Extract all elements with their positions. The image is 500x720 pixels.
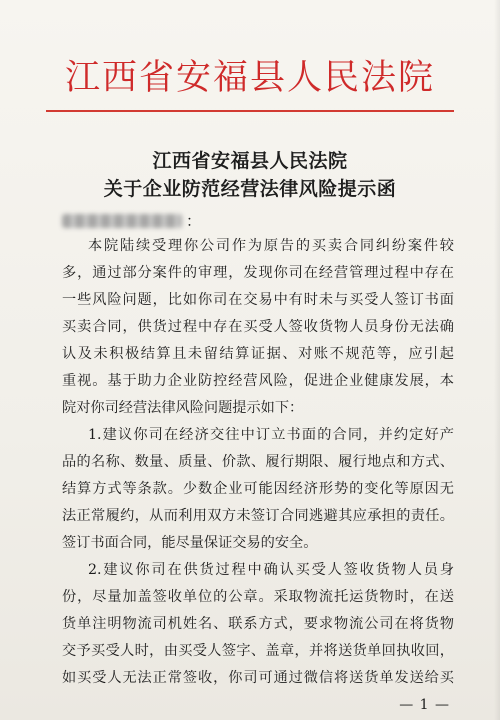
- paragraph-3-line-5: 如买受人无法正常签收，你司可通过微信将送货单发送给买: [62, 670, 454, 686]
- paper-fold-shadow: [494, 0, 500, 720]
- paragraph-1-line-4: 买卖合同，供货过程中存在买受人签收货物人员身份无法确: [62, 319, 454, 335]
- paragraph-1-line-3: 一些风险问题，比如你司在交易中有时未与买受人签订书面: [62, 292, 454, 308]
- paragraph-1-line-6: 重视。基于助力企业防控经营风险，促进企业健康发展，本: [62, 373, 454, 389]
- paragraph-1-line-1: 本院陆续受理你公司作为原告的买卖合同纠纷案件较: [88, 238, 454, 254]
- paragraph-2-line-3: 结算方式等条款。少数企业可能因经济形势的变化等原因无: [62, 481, 454, 497]
- paragraph-2-line-5: 签订书面合同，能尽量保证交易的安全。: [62, 535, 318, 551]
- paragraph-3-line-2: 份，尽量加盖签收单位的公章。采取物流托运货物时，在送: [62, 589, 454, 605]
- paragraph-1-line-5: 认及未积极结算且未留结算证据、对账不规范等，应引起: [62, 346, 454, 362]
- paragraph-2-line-1: 1.建议你司在经济交往中订立书面的合同，并约定好产: [88, 427, 454, 443]
- letterhead-rule: [46, 110, 454, 112]
- paragraph-3-line-4: 交予买受人时，由买受人签字、盖章，并将送货单回执收回，: [62, 643, 454, 659]
- addressee-colon: ：: [186, 212, 202, 230]
- document-title-line-2: 关于企业防范经营法律风险提示函: [103, 178, 397, 200]
- paragraph-2-line-4: 法正常履约，从而利用双方未签订合同逃避其应承担的责任。: [62, 508, 454, 524]
- redacted-addressee: [62, 214, 182, 228]
- paragraph-3-line-3: 货单注明物流司机姓名、联系方式，要求物流公司在将货物: [62, 616, 454, 632]
- page-number: — 1 —: [399, 697, 450, 713]
- paragraph-3-line-1: 2.建议你司在供货过程中确认买受人签收货物人员身: [88, 562, 454, 578]
- paragraph-1-line-2: 多，通过部分案件的审理，发现你司在经营管理过程中存在: [62, 265, 454, 281]
- addressee: [62, 212, 201, 230]
- paragraph-1-line-7: 院对你司经营法律风险问题提示如下：: [62, 400, 304, 416]
- document-title-line-1: 江西省安福县人民法院: [152, 150, 348, 172]
- paragraph-2-line-2: 品的名称、数量、质量、价款、履行期限、履行地点和方式、: [62, 454, 454, 470]
- letterhead-title: 江西省安福县人民法院: [64, 58, 435, 98]
